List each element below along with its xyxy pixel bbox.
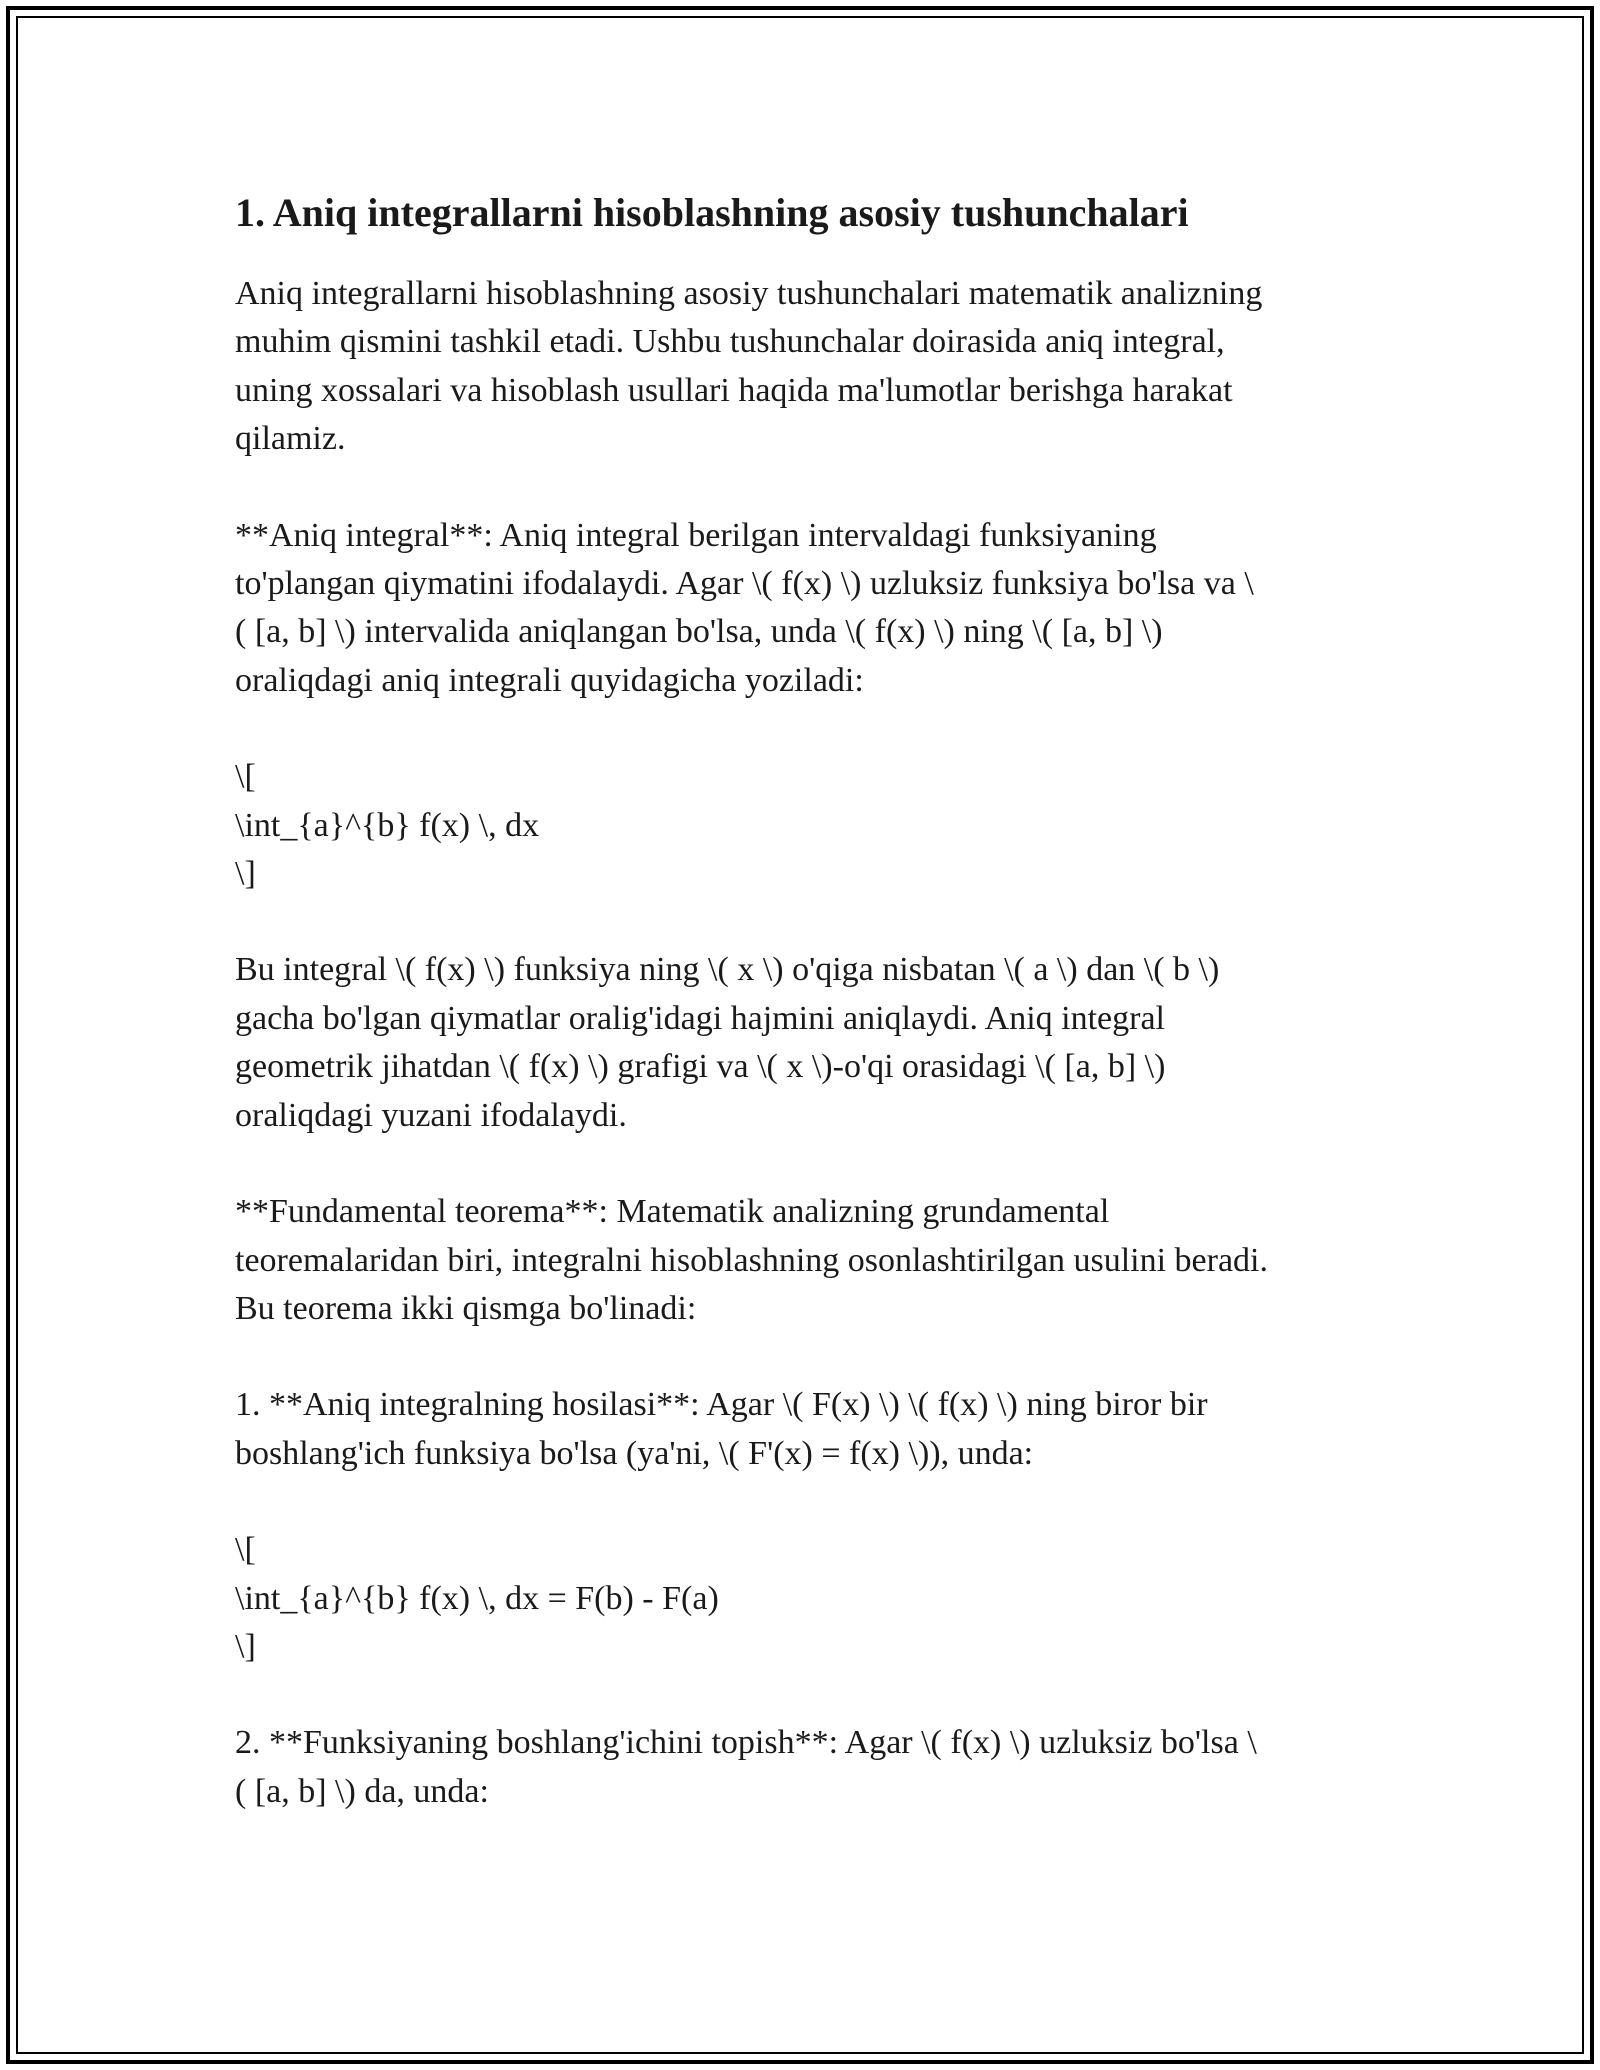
formula-newton-leibniz: \[ \int_{a}^{b} f(x) \, dx = F(b) - F(a) \] (235, 1531, 719, 1665)
list-item-derivative: 1. **Aniq integralning hosilasi**: Agar \( F(x) \) \( f(x) \) ning biror bir boshlang'ich funksiya bo'lsa (ya'ni, \( F'(x) = f(x) \)), unda: (235, 1386, 1208, 1472)
formula-integral: \[ \int_{a}^{b} f(x) \, dx \] (235, 758, 540, 893)
document-body (235, 182, 1355, 1816)
paragraph-intro: Aniq integrallarni hisoblashning asosiy tushunchalari matematik analizning muhim qismini tashkil etadi. Ushbu tushunchalar doirasida aniq integral, uning xossalari va hisoblash usullari haqida ma'lumotlar berishga harakat qilamiz. (235, 275, 1263, 458)
paragraph-definite-integral: **Aniq integral**: Aniq integral berilgan intervaldagi funksiyaning to'plangan qiymatini ifodalaydi. Agar \( f(x) \) uzluksiz funksiya bo'lsa va \ ( [a, b] \) intervalida aniqlangan bo'lsa, unda \( f(x) \) ning \( [a, b] \) oraliqdagi aniq integrali quyidagicha yoziladi: (235, 516, 1254, 699)
paragraph-geometric-meaning: Bu integral \( f(x) \) funksiya ning \( x \) o'qiga nisbatan \( a \) dan \( b \) gacha bo'lgan qiymatlar oralig'idagi hajmini aniqlaydi. Aniq integral geometrik jihatdan \( f(x) \) grafigi va \( x \)-o'qi orasidagi \( [a, b] \) oraliqdagi yuzani ifodalaydi. (235, 951, 1220, 1134)
section-heading: 1. Aniq integrallarni hisoblashning asosiy tushunchalari (235, 190, 1189, 235)
list-item-antiderivative: 2. **Funksiyaning boshlang'ichini topish**: Agar \( f(x) \) uzluksiz bo'lsa \ ( [a, b] \) da, unda: (235, 1724, 1257, 1810)
paragraph-fundamental-theorem: **Fundamental teorema**: Matematik analizning grundamental teoremalaridan biri, integralni hisoblashning osonlashtirilgan usulini beradi. Bu teorema ikki qismga bo'linadi: (235, 1193, 1268, 1327)
